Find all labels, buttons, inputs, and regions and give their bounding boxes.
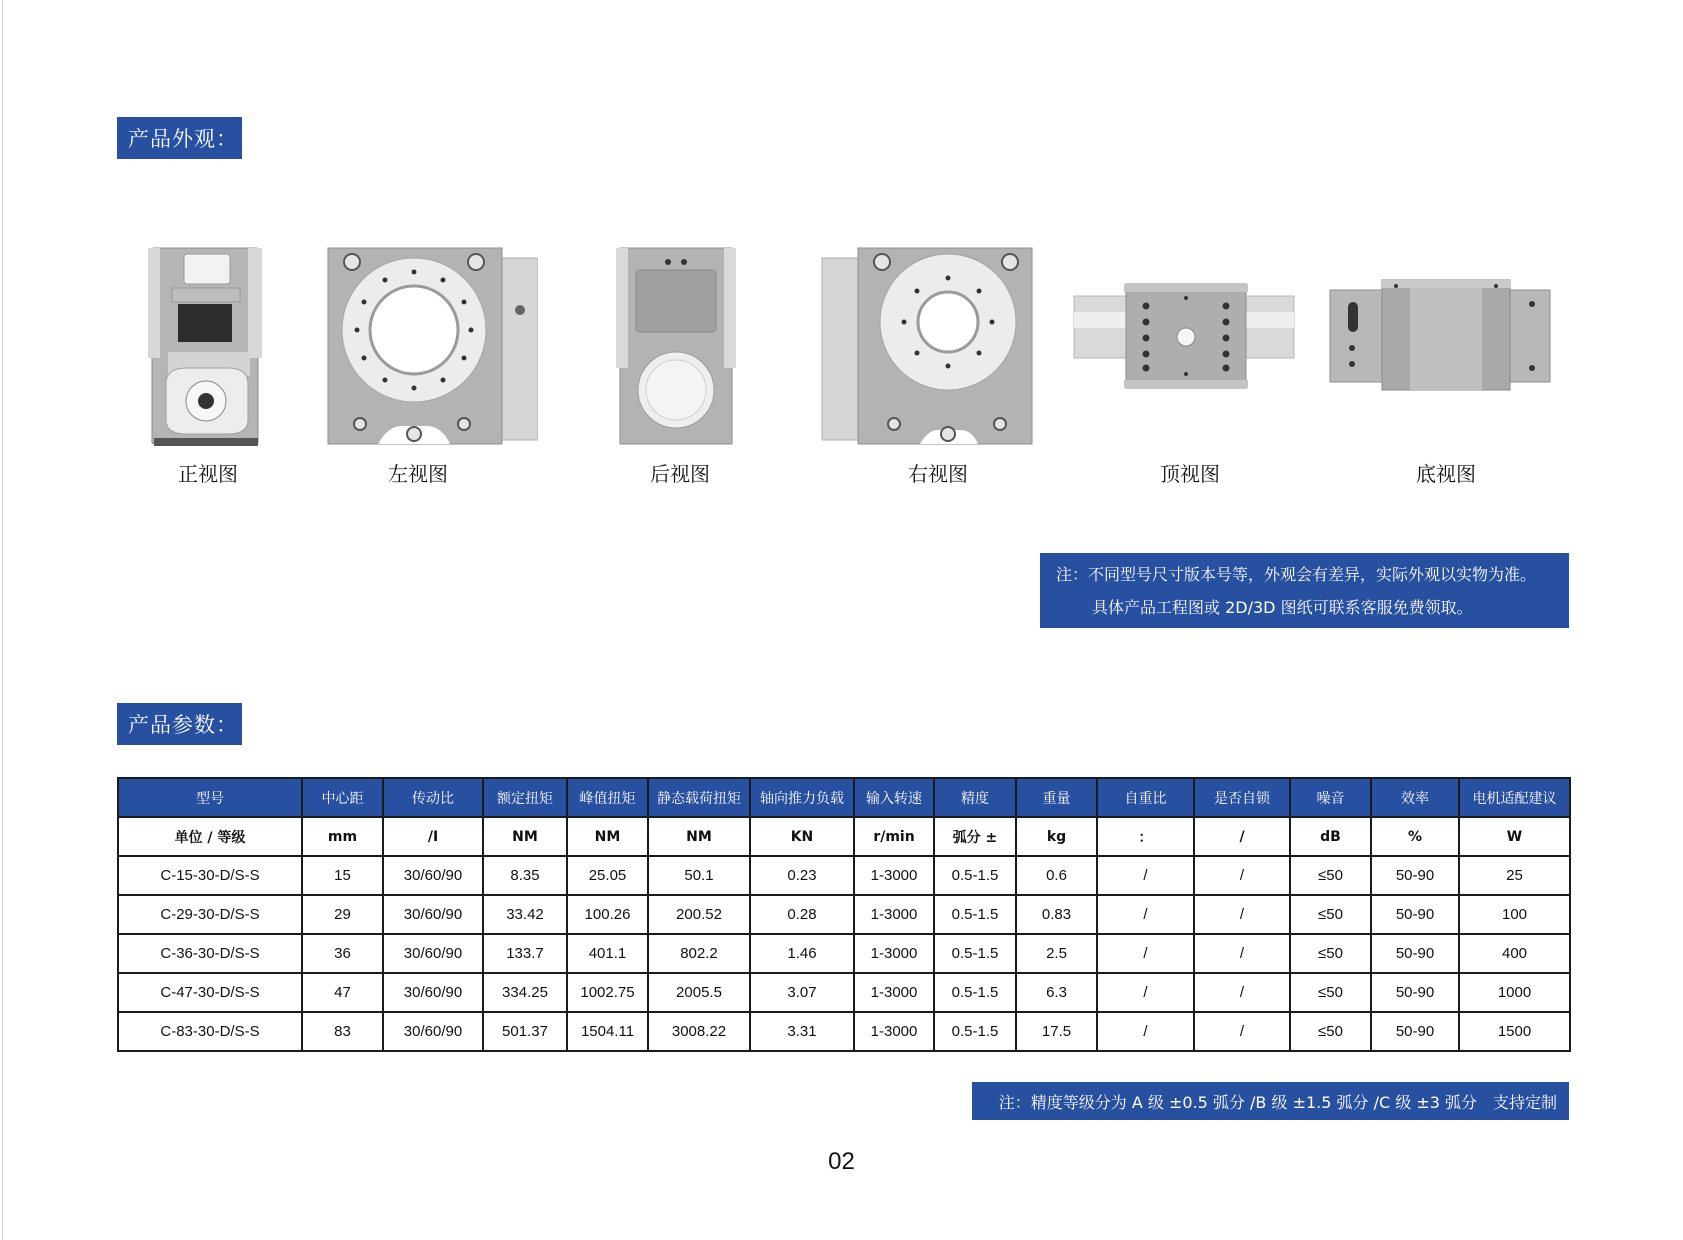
table-cell: 30/60/90	[383, 1012, 483, 1051]
table-header-cell: 效率	[1371, 778, 1459, 817]
table-unit-cell: NM	[648, 817, 750, 856]
table-cell: 1002.75	[567, 973, 648, 1012]
right-view-image	[818, 240, 1058, 450]
table-body	[118, 817, 1570, 1051]
table-unit-cell: r/min	[854, 817, 934, 856]
table-header-cell: 电机适配建议	[1459, 778, 1570, 817]
table-cell: C-47-30-D/S-S	[118, 973, 302, 1012]
appearance-note	[1040, 553, 1569, 628]
table-cell: 1000	[1459, 973, 1570, 1012]
front-view	[88, 240, 328, 500]
table-header-cell: 输入转速	[854, 778, 934, 817]
back-view	[560, 240, 800, 500]
table-header-row	[118, 778, 1570, 817]
table-header-cell: 轴向推力负载	[750, 778, 854, 817]
table-cell: 0.83	[1016, 895, 1097, 934]
table-cell: /	[1194, 934, 1290, 973]
front-view-caption: 正视图	[178, 462, 238, 486]
table-cell: 100.26	[567, 895, 648, 934]
table-header-cell: 型号	[118, 778, 302, 817]
bottom-view-caption: 底视图	[1416, 462, 1476, 486]
table-cell: 30/60/90	[383, 934, 483, 973]
table-header-cell: 传动比	[383, 778, 483, 817]
table-unit-cell: W	[1459, 817, 1570, 856]
table-unit-cell: mm	[302, 817, 383, 856]
table-cell: 1-3000	[854, 934, 934, 973]
table-cell: 47	[302, 973, 383, 1012]
left-view-image	[298, 240, 538, 450]
table-unit-cell: %	[1371, 817, 1459, 856]
table-cell: 8.35	[483, 856, 567, 895]
table-header-cell: 峰值扭矩	[567, 778, 648, 817]
table-cell: 50-90	[1371, 856, 1459, 895]
table-cell: 29	[302, 895, 383, 934]
top-view	[1070, 240, 1310, 500]
table-cell: 25	[1459, 856, 1570, 895]
table-cell: 15	[302, 856, 383, 895]
table-cell: 50-90	[1371, 1012, 1459, 1051]
table-cell: 50-90	[1371, 934, 1459, 973]
table-cell: 30/60/90	[383, 856, 483, 895]
table-cell: 200.52	[648, 895, 750, 934]
table-unit-cell: /I	[383, 817, 483, 856]
bottom-view-image	[1326, 240, 1566, 450]
table-cell: ≤50	[1290, 856, 1371, 895]
table-header-cell: 精度	[934, 778, 1016, 817]
table-cell: 36	[302, 934, 383, 973]
table-cell: 334.25	[483, 973, 567, 1012]
page-border	[2, 0, 3, 1240]
table-unit-cell: NM	[567, 817, 648, 856]
table-cell: /	[1097, 856, 1194, 895]
appearance-note-line1: 注：不同型号尺寸版本号等，外观会有差异，实际外观以实物为准。	[1056, 565, 1537, 584]
table-cell: 1-3000	[854, 1012, 934, 1051]
table-unit-cell: KN	[750, 817, 854, 856]
table-unit-cell: kg	[1016, 817, 1097, 856]
front-view-image	[88, 240, 328, 450]
table-cell: 1-3000	[854, 856, 934, 895]
table-unit-cell: dB	[1290, 817, 1371, 856]
table-cell: 30/60/90	[383, 895, 483, 934]
table-cell: /	[1097, 934, 1194, 973]
table-cell: 401.1	[567, 934, 648, 973]
table-cell: 0.5-1.5	[934, 895, 1016, 934]
table-cell: /	[1097, 973, 1194, 1012]
table-cell: 30/60/90	[383, 973, 483, 1012]
table-cell: 0.28	[750, 895, 854, 934]
table-row	[118, 973, 1570, 1012]
table-cell: /	[1194, 895, 1290, 934]
table-cell: /	[1194, 856, 1290, 895]
back-view-image	[560, 240, 800, 450]
table-cell: 1-3000	[854, 895, 934, 934]
bottom-view	[1326, 240, 1566, 500]
table-row	[118, 1012, 1570, 1051]
table-header-cell: 是否自锁	[1194, 778, 1290, 817]
left-view	[298, 240, 538, 500]
precision-note: 注：精度等级分为 A 级 ±0.5 弧分 /B 级 ±1.5 弧分 /C 级 ±3 弧分 支持定制	[972, 1082, 1569, 1120]
table-cell: 400	[1459, 934, 1570, 973]
table-unit-cell: 弧分 ±	[934, 817, 1016, 856]
table-cell: /	[1097, 895, 1194, 934]
table-cell: 100	[1459, 895, 1570, 934]
table-row	[118, 856, 1570, 895]
table-header-cell: 自重比	[1097, 778, 1194, 817]
table-cell: C-36-30-D/S-S	[118, 934, 302, 973]
table-cell: 501.37	[483, 1012, 567, 1051]
top-view-caption: 顶视图	[1160, 462, 1220, 486]
table-cell: 0.5-1.5	[934, 856, 1016, 895]
table-cell: 1.46	[750, 934, 854, 973]
table-cell: 0.5-1.5	[934, 934, 1016, 973]
table-cell: 1500	[1459, 1012, 1570, 1051]
table-cell: 0.23	[750, 856, 854, 895]
table-cell: ≤50	[1290, 1012, 1371, 1051]
table-cell: 50-90	[1371, 973, 1459, 1012]
table-header-cell: 噪音	[1290, 778, 1371, 817]
table-header-cell: 静态载荷扭矩	[648, 778, 750, 817]
table-unit-cell: /	[1194, 817, 1290, 856]
table-cell: 0.5-1.5	[934, 973, 1016, 1012]
table-cell: 1-3000	[854, 973, 934, 1012]
params-section-title: 产品参数：	[117, 703, 242, 745]
table-cell: C-29-30-D/S-S	[118, 895, 302, 934]
table-cell: 1504.11	[567, 1012, 648, 1051]
table-cell: /	[1097, 1012, 1194, 1051]
appearance-section-title: 产品外观：	[117, 117, 242, 159]
table-cell: 6.3	[1016, 973, 1097, 1012]
table-cell: 25.05	[567, 856, 648, 895]
table-cell: ≤50	[1290, 934, 1371, 973]
table-cell: 0.6	[1016, 856, 1097, 895]
table-cell: 2005.5	[648, 973, 750, 1012]
table-cell: 2.5	[1016, 934, 1097, 973]
table-header-cell: 重量	[1016, 778, 1097, 817]
table-cell: 17.5	[1016, 1012, 1097, 1051]
top-view-image	[1070, 240, 1310, 450]
table-unit-cell: ：	[1097, 817, 1194, 856]
table-cell: /	[1194, 973, 1290, 1012]
table-units-row	[118, 817, 1570, 856]
table-cell: 50-90	[1371, 895, 1459, 934]
table-row	[118, 895, 1570, 934]
page-number: 02	[828, 1148, 855, 1175]
table-cell: 802.2	[648, 934, 750, 973]
left-view-caption: 左视图	[388, 462, 448, 486]
table-cell: 83	[302, 1012, 383, 1051]
table-cell: 0.5-1.5	[934, 1012, 1016, 1051]
table-cell: ≤50	[1290, 895, 1371, 934]
params-table	[117, 777, 1571, 1052]
right-view-caption: 右视图	[908, 462, 968, 486]
table-cell: 133.7	[483, 934, 567, 973]
table-cell: 3008.22	[648, 1012, 750, 1051]
table-cell: C-83-30-D/S-S	[118, 1012, 302, 1051]
table-cell: 50.1	[648, 856, 750, 895]
table-unit-cell: 单位 / 等级	[118, 817, 302, 856]
back-view-caption: 后视图	[650, 462, 710, 486]
right-view	[818, 240, 1058, 500]
table-cell: /	[1194, 1012, 1290, 1051]
table-cell: ≤50	[1290, 973, 1371, 1012]
table-row	[118, 934, 1570, 973]
appearance-note-line2: 具体产品工程图或 2D/3D 图纸可联系客服免费领取。	[1092, 598, 1473, 617]
table-cell: 3.31	[750, 1012, 854, 1051]
table-header-cell: 中心距	[302, 778, 383, 817]
table-unit-cell: NM	[483, 817, 567, 856]
table-cell: C-15-30-D/S-S	[118, 856, 302, 895]
table-cell: 3.07	[750, 973, 854, 1012]
table-header-cell: 额定扭矩	[483, 778, 567, 817]
table-cell: 33.42	[483, 895, 567, 934]
